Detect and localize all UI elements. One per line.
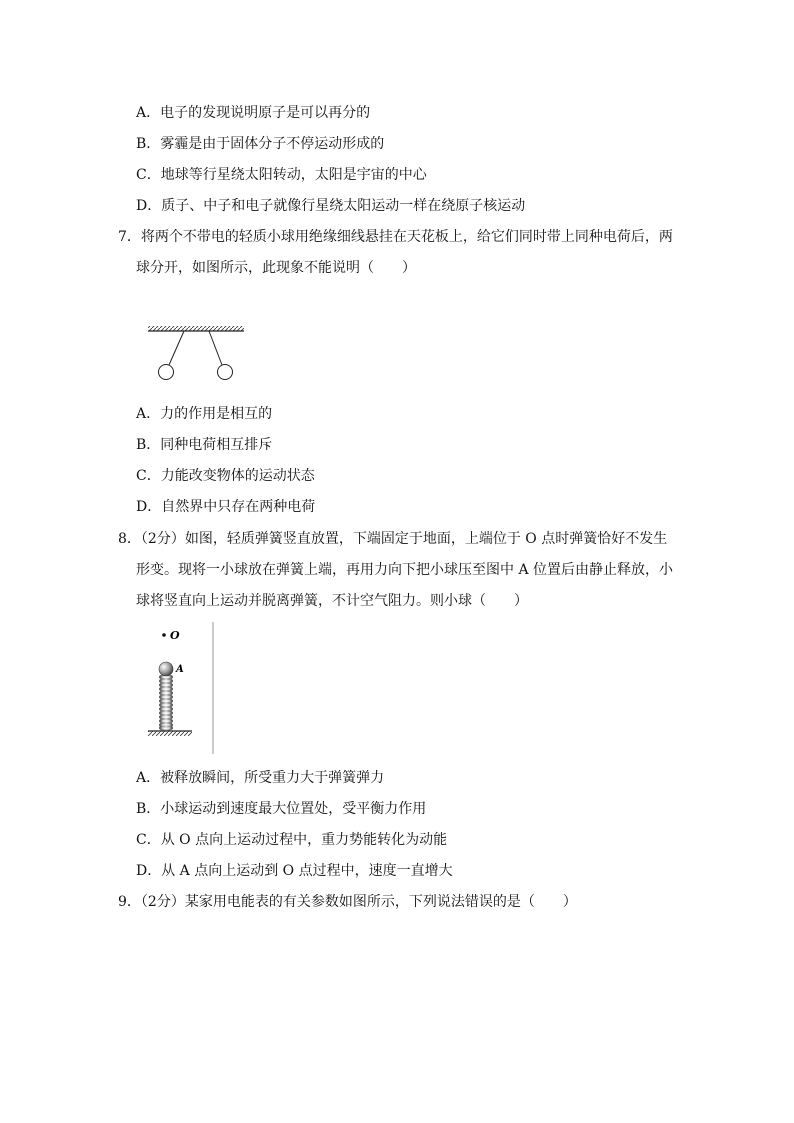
q8-option-b: B．小球运动到速度最大位置处，受平衡力作用	[136, 801, 427, 817]
q8-option-d: D．从 A 点向上运动到 O 点过程中，速度一直增大	[136, 863, 453, 879]
label-o: O	[170, 629, 180, 642]
q7-option-b: B．同种电荷相互排斥	[136, 437, 273, 453]
q8-figure-spring	[140, 620, 220, 756]
label-a: A	[176, 664, 184, 675]
spring-ball	[159, 662, 173, 676]
q6-option-d: D．质子、中子和电子就像行星绕太阳运动一样在绕原子核运动	[136, 198, 526, 214]
ground-hatch	[148, 731, 192, 736]
q9-stem-line1: 9．（2分）某家用电能表的有关参数如图所示，下列说法错误的是（ ）	[118, 894, 577, 910]
thread-right	[209, 331, 222, 365]
point-o-dot	[162, 633, 166, 637]
q6-option-a: A．电子的发现说明原子是可以再分的	[136, 105, 371, 121]
ball-right	[218, 365, 233, 380]
q8-option-a: A．被释放瞬间，所受重力大于弹簧弹力	[136, 770, 385, 786]
q8-option-c: C．从 O 点向上运动过程中，重力势能转化为动能	[136, 832, 448, 848]
q8-stem-line1: 8．（2分）如图，轻质弹簧竖直放置，下端固定于地面，上端位于 O 点时弹簧恰好不发生	[118, 531, 668, 547]
q7-stem-line2: 球分开，如图所示，此现象不能说明（ ）	[136, 260, 416, 276]
q7-option-a: A．力的作用是相互的	[136, 406, 273, 422]
q7-option-c: C．力能改变物体的运动状态	[136, 468, 315, 484]
q7-stem-line1: 7．将两个不带电的轻质小球用绝缘细线悬挂在天花板上，给它们同时带上同种电荷后，两	[118, 229, 673, 245]
ball-left	[159, 365, 174, 380]
q6-option-c: C．地球等行星绕太阳转动，太阳是宇宙的中心	[136, 167, 427, 183]
q7-option-d: D．自然界中只存在两种电荷	[136, 499, 316, 515]
ceiling-hatch	[148, 326, 244, 331]
q6-option-b: B．雾霾是由于固体分子不停运动形成的	[136, 136, 385, 152]
thread-left	[169, 331, 184, 365]
q8-stem-line2: 形变。现将一小球放在弹簧上端，再用力向下把小球压至图中 A 位置后由静止释放，小	[136, 562, 674, 578]
q8-stem-line3: 球将竖直向上运动并脱离弹簧，不计空气阻力。则小球（ ）	[136, 593, 528, 609]
q7-figure-hanging-balls	[140, 312, 250, 384]
spring-coils	[160, 675, 172, 730]
